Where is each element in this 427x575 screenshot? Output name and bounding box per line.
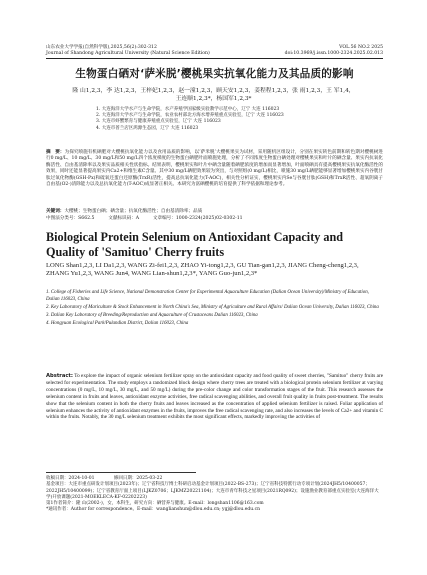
affiliation-en-item: 4. Hongyuan Ecological Park/Pulandian District, Dalian 116023, China [46,320,189,326]
title-en: Biological Protein Selenium on Antioxidant Capacity and Quality of 'Samituo' Cherry fruits [46,230,344,259]
abstract-cn-label: 摘 要： [46,150,65,155]
footnote-divider [46,472,196,473]
abstract-cn [46,150,383,188]
affiliation-en-item: 2. Key Laboratory of Mariculture & Stock Enhancement in North China's Sea, Ministry of Agriculture and Rural Affairs/ Dalian Ocean University, Dalian 116023, China [46,304,379,310]
footnotes [46,476,383,514]
volume-issue: VOL.56 NO.2 2025 [339,45,383,50]
doi: doi:10.3969/j.issn.1000-2324.2025.02.013 [284,51,383,56]
footnote-corresponding: *通讯作者：Author for correspondence。E-mail：wanglianshun@dlou.edu.cn; ygj@dlou.edu.cn [46,507,261,513]
affiliations-en [46,290,383,329]
journal-citation-cn: 山东农业大学学报(自然科学版),2025,56(2):302-312 [46,45,157,50]
received-date: 收稿日期：2024-10-01 [46,476,95,481]
affiliation-cn-item: 4. 大连市普兰店区鸿源生态园，辽宁 大连 116023 [96,125,199,131]
running-header-line2 [46,51,383,57]
abstract-en-text: To explore the impact of organic selenium fertilizer spray on the antioxidant capacity and food quality of sweet cherries, "Samituo" cherry fruits are selected for experimentation. The study employs a randomized block design where cherry trees are treated with a biological protein selenium fertilizer at varying concentrations (0 mg/L, 10 mg/L, 30 mg/L, and 50 mg/L) during the pre-color change and color transformation stages of the fruit. This research assesses the selenium content in fruits and leaves, antioxidant enzyme activities, free radical scavenging abilities, and overall fruit quality in fruits post-treatment. The results show that the selenium content in both the cherry fruits and leaves increased as the concentration of applied selenium fertilizer is raised. Foliar application of selenium enhances the activity of antioxidant enzymes in the fruits, improves the free radical scavenging rate, and also increases the levels of Ca2+ and vitamin C within the fruits. Notably, the 30 mg/L selenium treatment exhibits the most significant effects, markedly improving the activities of [46,373,384,421]
abstract-en-label: Abstract: [46,373,73,379]
abstract-en [46,373,383,421]
revised-date: 修回日期：2025-03-22 [113,476,163,481]
keywords-cn-text: 大樱桃；生物蛋白硒；硒含量；抗氧化酶活性；自由基清除率；品质 [64,209,203,214]
abstract-cn-text: 为探究喷施有机硒肥对大樱桃抗氧化能力以及食用品质的影响，以‘萨米脱’大樱桃果实为试材，采用随机区组设计，分别在果实转色前期和转色期对樱桃树进行0 mg/L、10 mg/L、30 mg/L和50 mg/L四个浓度梯度的生物蛋白硒肥叶面喷施处理，分析了不同浓度生物蛋白硒处理对樱桃果实和叶片的硒含量、果实内抗氧化酶活性、自由基清除率以及果实品质相关性状指标。结果表明，樱桃果实和叶片中硒含量随着硒肥浓度的增加而显著增加，叶面喷硒具有提高樱桃果实抗氧化酶活性的效果，同时还能显著提高果实内Ca2+和维生素C含量。其中30 mg/L硒肥效果较为突出，与对照组(0 mg/L)相比，喷施30 mg/L硒肥能够显著增加樱桃果实内谷胱甘肽过氧化物酶(GSH-Px)和硫氧还蛋白还原酶(TrxR)活性，提高总抗氧化能力(T-AOC)，相关性分析证实，樱桃果实内Se与谷胱甘肽(GSH)和TrxR活性、超氧阴离子自由基(O2-)清除能力以及总抗氧化能力(T-AOC)成显著正相关。本研究为富硒樱桃的培育提供了科学依据和理论参考。 [46,150,383,188]
authors-en: LONG Shan1,2,3, LI Da1,2,3, WANG Zi-fei1,2,3, ZHAO Yi-tong1,2,3, GU Tian-gan1,2,3, JIANG Cheng-cheng1,2,3, ZHANG Yu1,2,3, WANG Jun4, WANG Lian-shun1,2,3*, YANG Guo-jun1,2,3* [46,262,359,278]
affiliation-en-item: 3. Dalian Key Laboratory of Breeding/Reproduction and Aquaculture of Crustaceans Dalian 116023, China [46,312,258,318]
title-cn: 生物蛋白硒对‘萨米脱’樱桃果实抗氧化能力及其品质的影响 [75,68,354,80]
footnote-first-author: 第1作者简介：隆 山(2002-)，女，本科生，研究方向：硒营养与健康。E-mail：longshan1106@163.com [46,501,264,507]
keywords-cn [46,209,383,215]
header-divider [46,58,383,59]
affiliation-cn-item: 3. 大连市虾蟹繁育与健康养殖重点实验室，辽宁 大连 116023 [96,119,221,125]
journal-name-en: Journal of Shandong Agricultural University (Natural Science Edition) [46,51,210,56]
authors-cn: 隆 山1,2,3，李 达1,2,3，王梓妃1,2,3，赵一潼1,2,3，顾天安1,2,3，姜程程1,2,3，张 雨1,2,3，王 军1,4，王连顺1,2,3*，杨国军1,2,3* [72,88,355,103]
affiliation-cn-item: 1. 大连海洋大学水产与生命学院，水产养殖学国家级实验教学示范中心，辽宁 大连 116023 [96,107,280,112]
footnote-fund: 基金项目：大连市重点研发计划项目(2023年)；辽宁省科技厅博士科研启动基金计划项目(2022-BS-273)；辽宁省科技特派行动专项计划(2024JH5/10400057；2022JH5/10400099)；辽宁省教育厅面上项目(LJKZ0706；LJKMZ20221104)；大连市青年科技之星项目(2021RQ092)；设施渔业教育部重点实验室(大连海洋大学)开放课题(2021-MOEKLECA-KF-02202223) [46,482,379,500]
affiliation-cn-item: 2. 大连海洋大学水产与生命学院，农业农村部北方海水增养殖重点实验室，辽宁 大连 116023 [96,113,284,119]
affiliation-en-item: 1. College of Fisheries and Life Science, National Demonstration Center for Experimental Aquaculture Education (Dalian Ocean University)/Ministry of Education, Dalian 116023, China [46,290,369,302]
classification-line: 中图法分类号：S662.5 文献标识码：A 文章编号：1000-2324(2025)02-0302-11 [46,216,243,221]
keywords-cn-label: 关键词： [46,209,65,214]
affiliations-cn [96,107,367,132]
